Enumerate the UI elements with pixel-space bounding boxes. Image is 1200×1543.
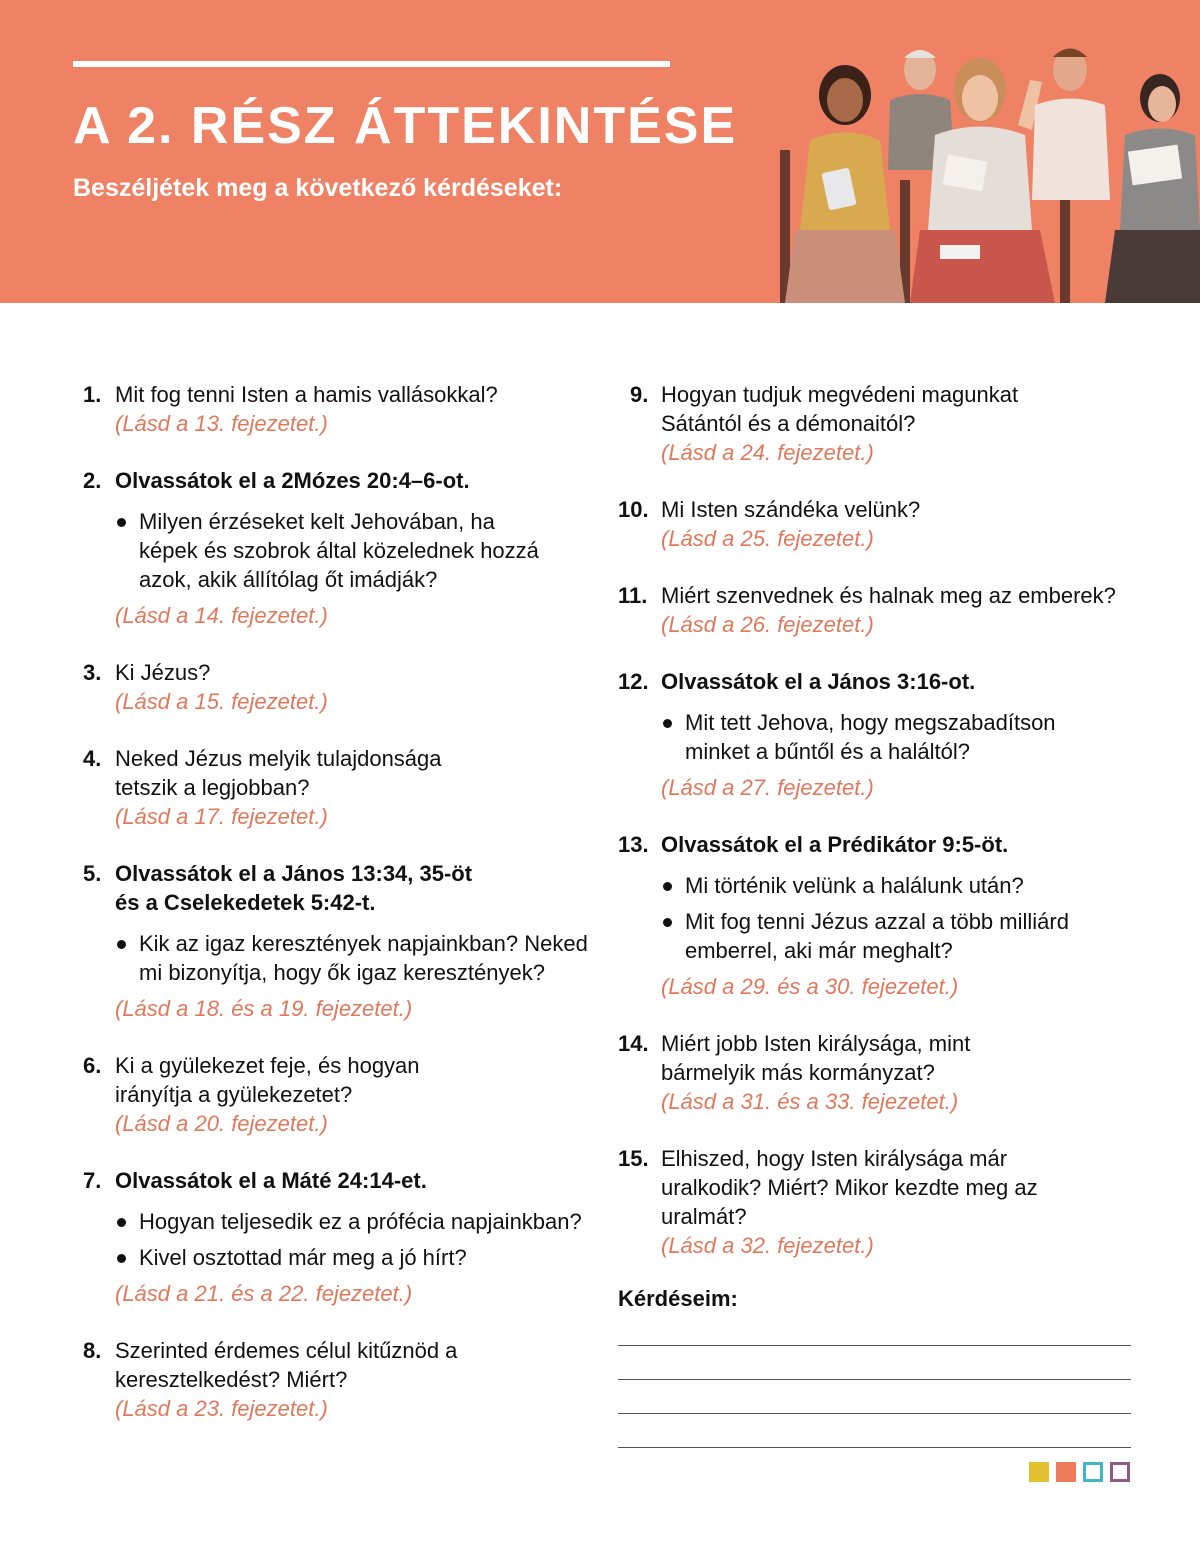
chapter-reference: (Lásd a 31. és a 33. fejezetet.) bbox=[661, 1089, 959, 1114]
question-number: 8. bbox=[83, 1338, 102, 1363]
question-bullets bbox=[661, 708, 1138, 766]
bullet-dot-icon bbox=[117, 940, 126, 949]
question-number: 2. bbox=[83, 468, 102, 493]
question-text: Szerinted érdemes célul kitűznöd a keresztelkedést? Miért? bbox=[115, 1338, 458, 1392]
chapter-reference: (Lásd a 17. fejezetet.) bbox=[115, 804, 328, 829]
bullet-dot-icon bbox=[663, 918, 672, 927]
question-item bbox=[83, 744, 603, 831]
bullet-dot-icon bbox=[117, 518, 126, 527]
my-questions-label: Kérdéseim: bbox=[618, 1286, 738, 1311]
question-item bbox=[83, 1051, 603, 1138]
chapter-reference: (Lásd a 26. fejezetet.) bbox=[661, 612, 874, 637]
bullet-item: Mi történik velünk a halálunk után? bbox=[661, 871, 1138, 900]
purple-outline-square-icon bbox=[1110, 1462, 1130, 1482]
question-item bbox=[83, 658, 603, 716]
question-text: Olvassátok el a János 3:16-ot. bbox=[661, 669, 976, 694]
question-item bbox=[618, 1029, 1138, 1116]
page-subtitle: Beszéljétek meg a következő kérdéseket: bbox=[73, 174, 563, 202]
chapter-reference: (Lásd a 18. és a 19. fejezetet.) bbox=[115, 996, 413, 1021]
question-item bbox=[83, 1166, 603, 1308]
question-item bbox=[83, 1336, 603, 1423]
question-bullets bbox=[115, 1207, 603, 1272]
chapter-reference: (Lásd a 15. fejezetet.) bbox=[115, 689, 328, 714]
question-text: Olvassátok el a Máté 24:14-et. bbox=[115, 1168, 427, 1193]
chapter-reference: (Lásd a 25. fejezetet.) bbox=[661, 526, 874, 551]
chapter-reference: (Lásd a 24. fejezetet.) bbox=[661, 440, 874, 465]
question-text: Ki a gyülekezet feje, és hogyan irányítja a gyülekezetet? bbox=[115, 1053, 420, 1107]
question-text: Miért jobb Isten királysága, mint bármelyik más kormányzat? bbox=[661, 1031, 971, 1085]
question-number: 5. bbox=[83, 861, 102, 886]
question-item bbox=[83, 466, 603, 630]
question-text: Mit fog tenni Isten a hamis vallásokkal? bbox=[115, 382, 498, 407]
yellow-square-icon bbox=[1029, 1462, 1049, 1482]
chapter-reference: (Lásd a 23. fejezetet.) bbox=[115, 1396, 328, 1421]
question-text: Olvassátok el a János 13:34, 35-öt és a Cselekedetek 5:42-t. bbox=[115, 861, 473, 915]
question-item bbox=[618, 495, 1138, 553]
question-item bbox=[618, 581, 1138, 639]
question-text: Hogyan tudjuk megvédeni magunkat Sátántól és a démonaitól? bbox=[661, 382, 1019, 436]
question-number: 4. bbox=[83, 746, 102, 771]
question-number: 9. bbox=[630, 382, 649, 407]
question-number: 14. bbox=[618, 1031, 649, 1056]
bullet-item: Hogyan teljesedik ez a prófécia napjainkban? bbox=[115, 1207, 603, 1236]
question-text: Miért szenvednek és halnak meg az emberek? bbox=[661, 583, 1116, 608]
question-number: 6. bbox=[83, 1053, 102, 1078]
question-bullets bbox=[115, 929, 603, 987]
question-number: 15. bbox=[618, 1146, 649, 1171]
question-text: Mi Isten szándéka velünk? bbox=[661, 497, 921, 522]
question-text: Elhiszed, hogy Isten királysága már uralkodik? Miért? Mikor kezdte meg az uralmát? bbox=[661, 1146, 1038, 1229]
bullet-item: Kik az igaz keresztények napjainkban? Neked mi bizonyítja, hogy ők igaz keresztények? bbox=[115, 929, 603, 987]
answer-line[interactable] bbox=[618, 1413, 1131, 1414]
bullet-item: Kivel osztottad már meg a jó hírt? bbox=[115, 1243, 603, 1272]
question-text: Olvassátok el a Prédikátor 9:5-öt. bbox=[661, 832, 1009, 857]
page-title: A 2. RÉSZ ÁTTEKINTÉSE bbox=[73, 97, 738, 155]
question-number: 3. bbox=[83, 660, 102, 685]
question-item bbox=[618, 380, 1138, 467]
question-item bbox=[618, 1144, 1138, 1260]
answer-line[interactable] bbox=[618, 1447, 1131, 1448]
question-item bbox=[618, 667, 1138, 802]
question-item bbox=[83, 380, 603, 438]
chapter-reference: (Lásd a 27. fejezetet.) bbox=[661, 775, 874, 800]
question-number: 11. bbox=[618, 583, 648, 608]
question-number: 1. bbox=[83, 382, 102, 407]
people-illustration bbox=[770, 30, 1200, 303]
teal-outline-square-icon bbox=[1083, 1462, 1103, 1482]
header-banner bbox=[0, 0, 1200, 303]
answer-line[interactable] bbox=[618, 1345, 1131, 1346]
left-question-column bbox=[83, 380, 603, 1423]
answer-line[interactable] bbox=[618, 1379, 1131, 1380]
chapter-reference: (Lásd a 13. fejezetet.) bbox=[115, 411, 328, 436]
question-number: 12. bbox=[618, 669, 649, 694]
right-question-column bbox=[618, 380, 1138, 1448]
question-number: 7. bbox=[83, 1168, 102, 1193]
question-text: Neked Jézus melyik tulajdonsága tetszik a legjobban? bbox=[115, 746, 442, 800]
question-bullets bbox=[661, 871, 1138, 965]
bullet-item: Mit tett Jehova, hogy megszabadítson minket a bűntől és a haláltól? bbox=[661, 708, 1138, 766]
question-item bbox=[83, 859, 603, 1023]
question-item bbox=[618, 830, 1138, 1001]
bullet-item: Milyen érzéseket kelt Jehovában, ha képek és szobrok által közelednek hozzá azok, akik állítólag őt imádják? bbox=[115, 507, 603, 594]
chapter-reference: (Lásd a 29. és a 30. fejezetet.) bbox=[661, 974, 959, 999]
header-rule bbox=[73, 61, 670, 67]
bullet-dot-icon bbox=[663, 882, 672, 891]
chapter-reference: (Lásd a 14. fejezetet.) bbox=[115, 603, 328, 628]
bullet-item: Mit fog tenni Jézus azzal a több milliárd emberrel, aki már meghalt? bbox=[661, 907, 1138, 965]
bullet-dot-icon bbox=[117, 1254, 126, 1263]
decorative-squares bbox=[1029, 1462, 1130, 1482]
chapter-reference: (Lásd a 21. és a 22. fejezetet.) bbox=[115, 1281, 413, 1306]
orange-square-icon bbox=[1056, 1462, 1076, 1482]
bullet-dot-icon bbox=[117, 1218, 126, 1227]
question-bullets bbox=[115, 507, 603, 594]
bullet-dot-icon bbox=[663, 719, 672, 728]
question-text: Ki Jézus? bbox=[115, 660, 211, 685]
question-text: Olvassátok el a 2Mózes 20:4–6-ot. bbox=[115, 468, 470, 493]
question-number: 10. bbox=[618, 497, 649, 522]
chapter-reference: (Lásd a 20. fejezetet.) bbox=[115, 1111, 328, 1136]
chapter-reference: (Lásd a 32. fejezetet.) bbox=[661, 1233, 874, 1258]
question-number: 13. bbox=[618, 832, 649, 857]
